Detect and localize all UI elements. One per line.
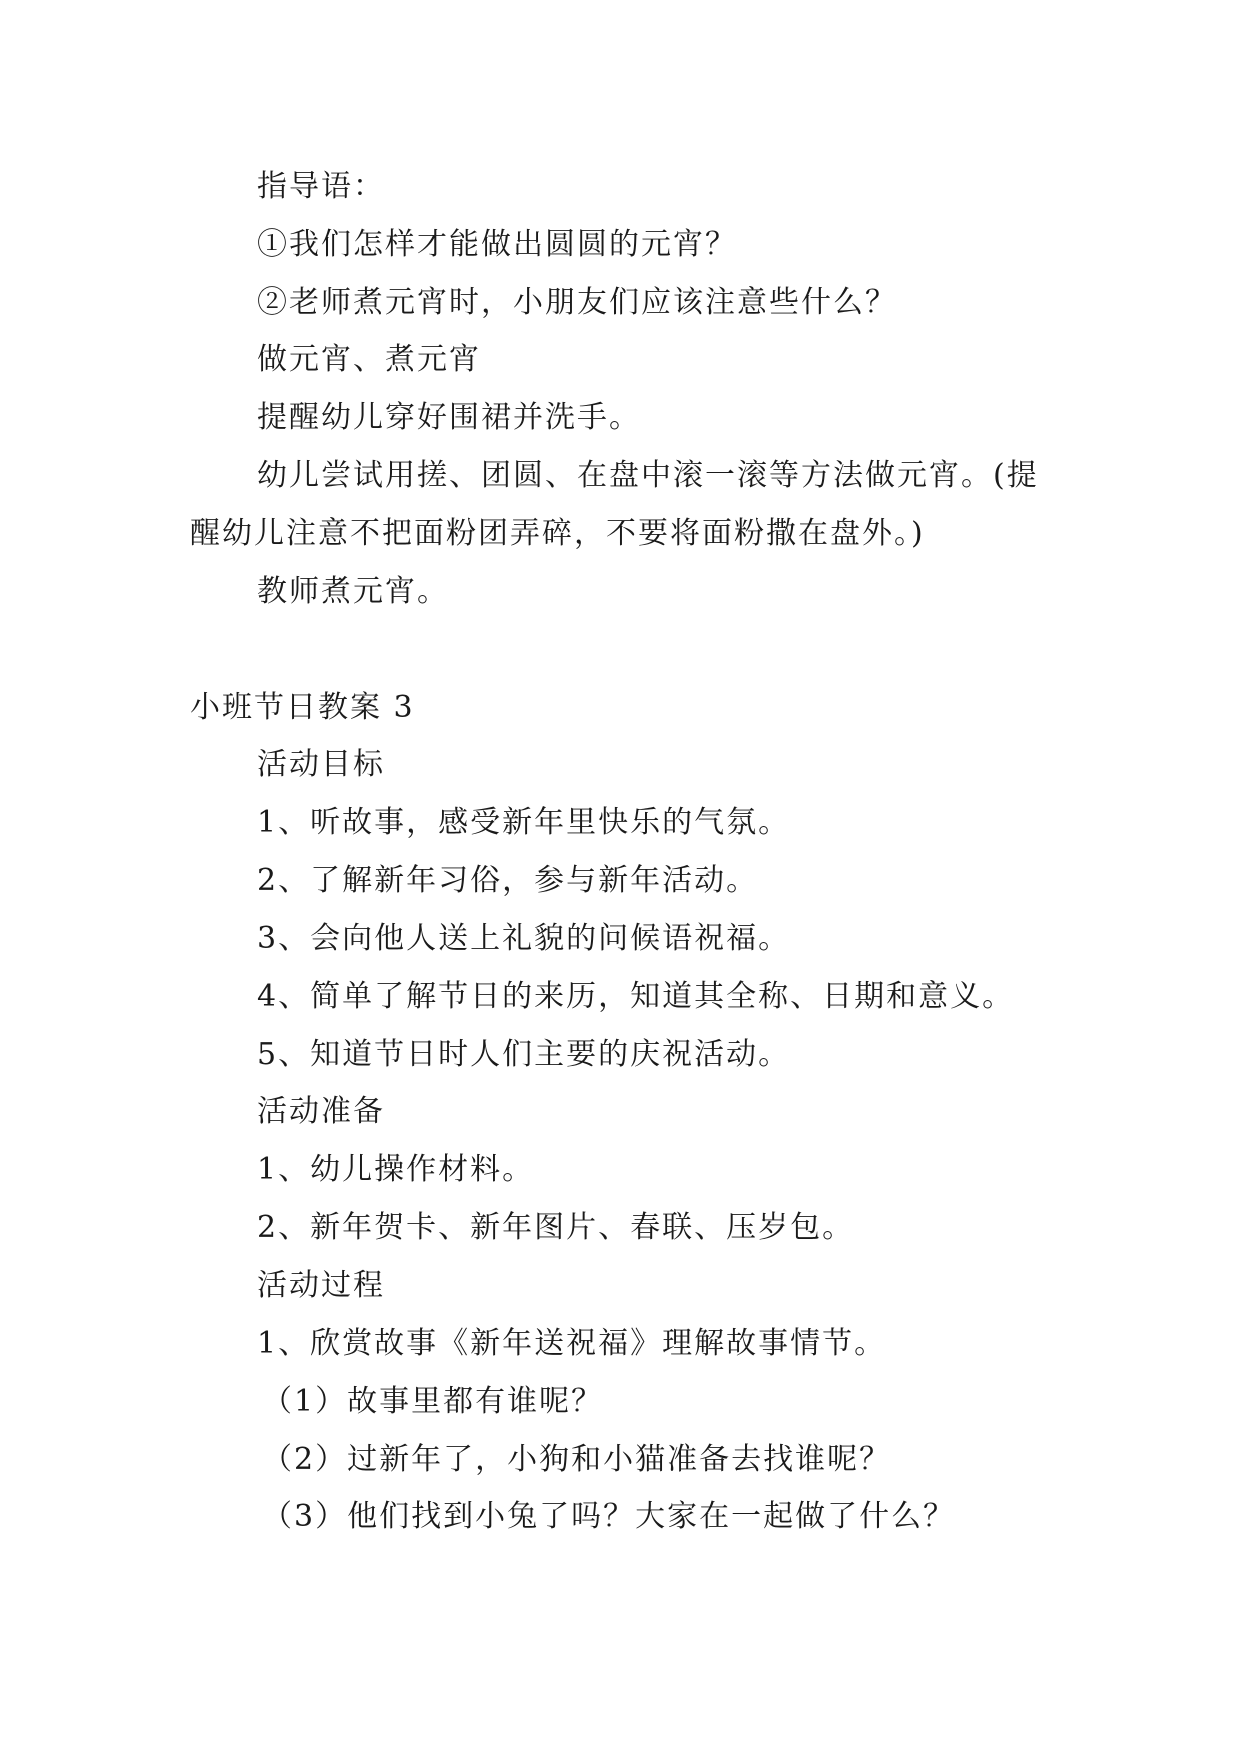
story-question: （1）故事里都有谁呢？ <box>262 1384 604 1419</box>
goal-item: 5、知道节日时人们主要的庆祝活动。 <box>257 1037 791 1072</box>
guide-label: 指导语： <box>257 169 385 204</box>
prep-item: 2、新年贺卡、新年图片、春联、压岁包。 <box>257 1210 855 1245</box>
process-heading: 活动过程 <box>257 1268 385 1303</box>
question-2: ②老师煮元宵时，小朋友们应该注意些什么？ <box>257 285 897 320</box>
goal-item: 4、简单了解节日的来历，知道其全称、日期和意义。 <box>257 979 1015 1014</box>
question-1: ①我们怎样才能做出圆圆的元宵？ <box>257 227 737 262</box>
process-step-1: 1、欣赏故事《新年送祝福》理解故事情节。 <box>257 1326 887 1361</box>
goal-item: 1、听故事，感受新年里快乐的气氛。 <box>257 805 791 840</box>
step-remind: 提醒幼儿穿好围裙并洗手。 <box>257 400 641 435</box>
story-question: （3）他们找到小兔了吗？大家在一起做了什么？ <box>262 1499 956 1534</box>
step-try-line-2: 醒幼儿注意不把面粉团弄碎，不要将面粉撒在盘外。) <box>190 516 925 551</box>
goal-item: 3、会向他人送上礼貌的问候语祝福。 <box>257 921 791 956</box>
prep-item: 1、幼儿操作材料。 <box>257 1152 535 1187</box>
step-teacher-cook: 教师煮元宵。 <box>257 574 449 609</box>
goals-heading: 活动目标 <box>257 747 385 782</box>
prep-heading: 活动准备 <box>257 1094 385 1129</box>
step-try-line-1: 幼儿尝试用搓、团圆、在盘中滚一滚等方法做元宵。(提 <box>257 458 1039 493</box>
section-title: 小班节日教案 3 <box>190 690 415 725</box>
goal-item: 2、了解新年习俗，参与新年活动。 <box>257 863 759 898</box>
story-question: （2）过新年了，小狗和小猫准备去找谁呢？ <box>262 1442 892 1477</box>
step-make-cook: 做元宵、煮元宵 <box>257 342 481 377</box>
